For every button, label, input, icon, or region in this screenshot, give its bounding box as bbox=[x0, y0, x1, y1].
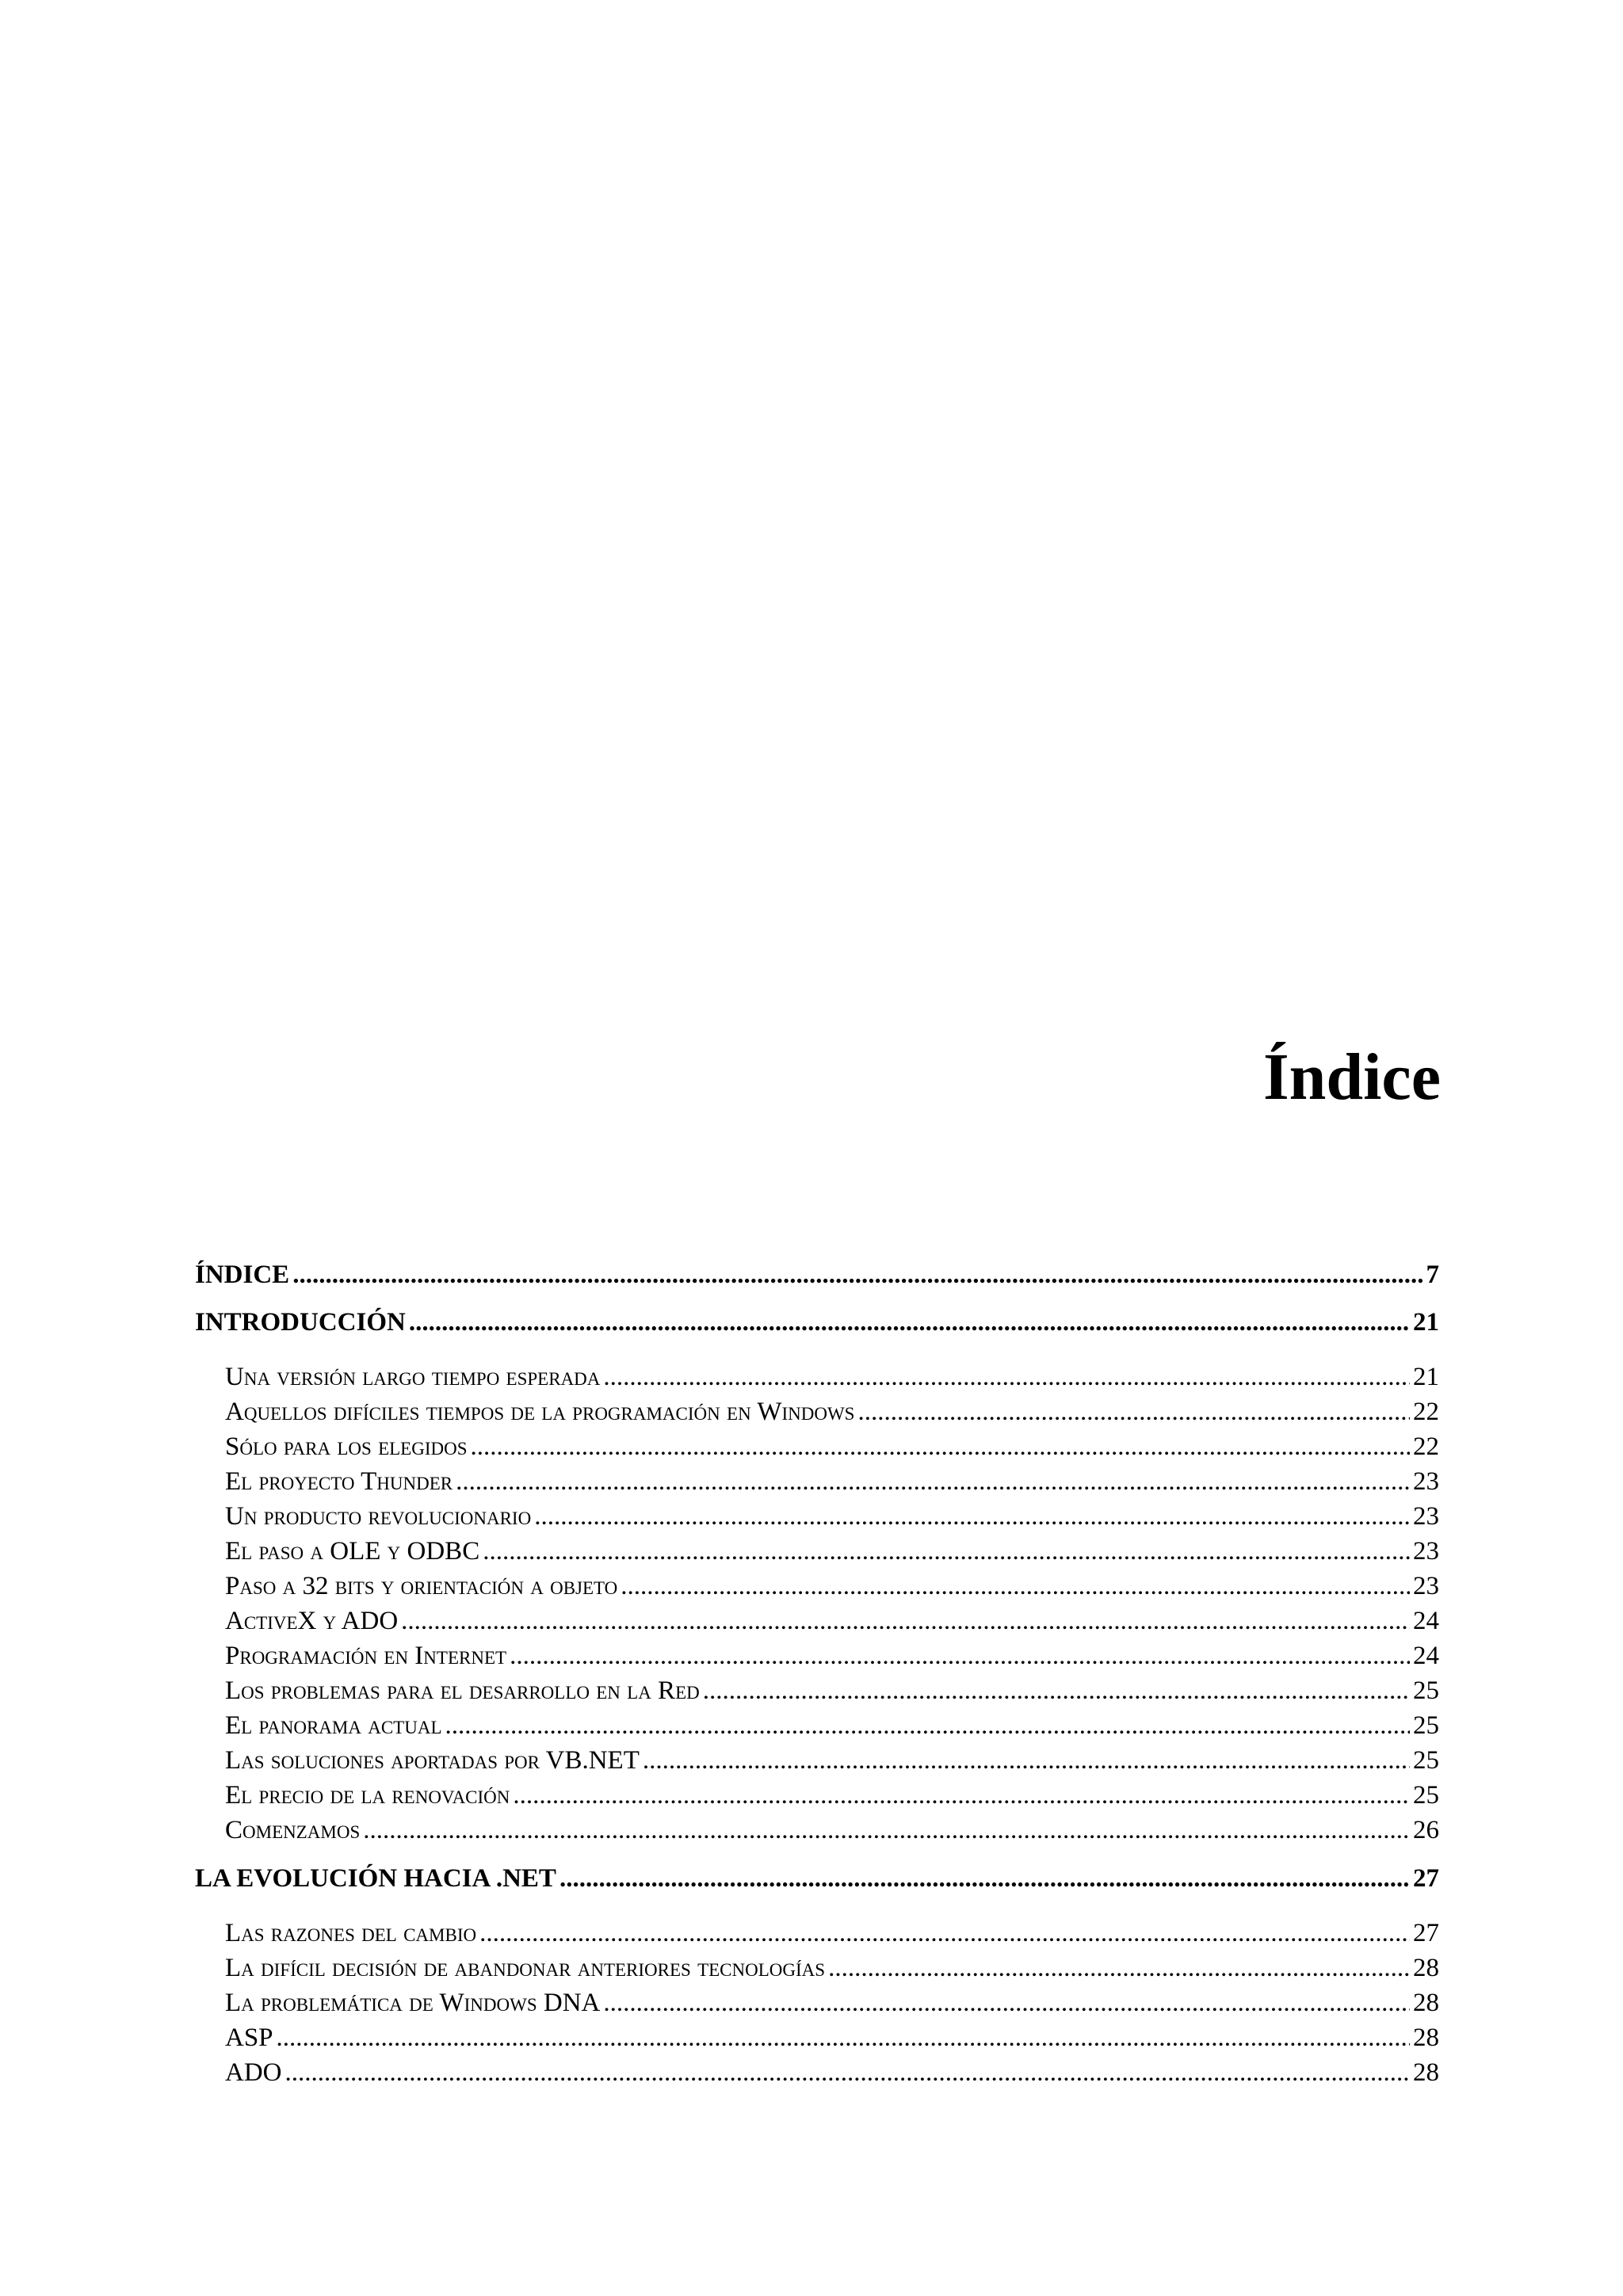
toc-entry-label: La difícil decisión de abandonar anteriores tecnologías bbox=[225, 1954, 826, 1982]
toc-leader-dots bbox=[401, 1604, 1410, 1638]
toc-leader-dots bbox=[285, 2055, 1411, 2090]
table-of-contents bbox=[195, 1258, 1439, 2090]
page-title: Índice bbox=[1262, 1040, 1441, 1114]
toc-page-number: 22 bbox=[1413, 1398, 1439, 1426]
toc-page-number: 21 bbox=[1413, 1308, 1439, 1337]
toc-leader-dots bbox=[479, 1916, 1410, 1951]
toc-entry-label: ASP bbox=[225, 2023, 273, 2052]
toc-leader-dots bbox=[559, 1862, 1410, 1895]
toc-section-entry[interactable] bbox=[195, 1985, 1439, 2020]
toc-entry-label: El precio de la renovación bbox=[225, 1781, 510, 1810]
toc-entry-label: El proyecto Thunder bbox=[225, 1467, 453, 1496]
toc-page-number: 25 bbox=[1413, 1746, 1439, 1775]
toc-section-entry[interactable] bbox=[195, 1464, 1439, 1499]
toc-page-number: 22 bbox=[1413, 1432, 1439, 1461]
toc-page-number: 25 bbox=[1413, 1711, 1439, 1740]
toc-leader-dots bbox=[483, 1534, 1410, 1569]
toc-page-number: 25 bbox=[1413, 1676, 1439, 1705]
toc-chapter-indice[interactable] bbox=[195, 1258, 1439, 1291]
toc-leader-dots bbox=[292, 1258, 1423, 1291]
toc-leader-dots bbox=[603, 1985, 1410, 2020]
toc-page-number: 28 bbox=[1413, 1989, 1439, 2017]
toc-entry-label: INTRODUCCIÓN bbox=[195, 1308, 406, 1337]
toc-page-number: 28 bbox=[1413, 2058, 1439, 2087]
toc-leader-dots bbox=[603, 1360, 1410, 1394]
toc-page-number: 28 bbox=[1413, 2023, 1439, 2052]
toc-page-number: 25 bbox=[1413, 1781, 1439, 1810]
toc-section-entry[interactable] bbox=[195, 1673, 1439, 1708]
toc-section-entry[interactable] bbox=[195, 1394, 1439, 1429]
toc-section-entry[interactable] bbox=[195, 1638, 1439, 1673]
toc-page-number: 23 bbox=[1413, 1502, 1439, 1531]
toc-entry-label: ActiveX y ADO bbox=[225, 1607, 399, 1635]
toc-page-number: 27 bbox=[1413, 1864, 1439, 1893]
toc-page-number: 28 bbox=[1413, 1954, 1439, 1982]
toc-section-entry[interactable] bbox=[195, 1951, 1439, 1985]
toc-page-number: 23 bbox=[1413, 1572, 1439, 1600]
toc-section-entry[interactable] bbox=[195, 2020, 1439, 2055]
toc-section-entry[interactable] bbox=[195, 1813, 1439, 1848]
toc-page-number: 24 bbox=[1413, 1642, 1439, 1670]
toc-page-number: 23 bbox=[1413, 1467, 1439, 1496]
toc-entry-label: Una versión largo tiempo esperada bbox=[225, 1363, 601, 1391]
toc-leader-dots bbox=[703, 1673, 1410, 1708]
toc-leader-dots bbox=[363, 1813, 1410, 1848]
toc-page-number: 7 bbox=[1426, 1261, 1439, 1289]
toc-chapter-introduccion[interactable] bbox=[195, 1306, 1439, 1339]
toc-page-number: 26 bbox=[1413, 1816, 1439, 1844]
toc-entry-label: La problemática de Windows DNA bbox=[225, 1989, 601, 2017]
toc-leader-dots bbox=[445, 1708, 1411, 1743]
toc-page-number: 27 bbox=[1413, 1919, 1439, 1947]
toc-page-number: 24 bbox=[1413, 1607, 1439, 1635]
toc-leader-dots bbox=[277, 2020, 1410, 2055]
toc-section-entry[interactable] bbox=[195, 1534, 1439, 1569]
toc-entry-label: ADO bbox=[225, 2058, 282, 2087]
toc-leader-dots bbox=[513, 1778, 1410, 1813]
toc-leader-dots bbox=[857, 1394, 1410, 1429]
toc-leader-dots bbox=[471, 1429, 1411, 1464]
toc-entry-label: LA EVOLUCIÓN HACIA .NET bbox=[195, 1864, 556, 1893]
toc-entry-label: ÍNDICE bbox=[195, 1261, 290, 1289]
toc-section-entry[interactable] bbox=[195, 1499, 1439, 1534]
toc-section-entry[interactable] bbox=[195, 1778, 1439, 1813]
toc-section-entry[interactable] bbox=[195, 1708, 1439, 1743]
toc-leader-dots bbox=[534, 1499, 1410, 1534]
toc-page-number: 23 bbox=[1413, 1537, 1439, 1566]
toc-section-entry[interactable] bbox=[195, 1743, 1439, 1778]
toc-leader-dots bbox=[621, 1569, 1410, 1604]
toc-leader-dots bbox=[456, 1464, 1410, 1499]
toc-entry-label: Un producto revolucionario bbox=[225, 1502, 532, 1531]
toc-leader-dots bbox=[510, 1638, 1410, 1673]
toc-page-number: 21 bbox=[1413, 1363, 1439, 1391]
toc-entry-label: Comenzamos bbox=[225, 1816, 361, 1844]
toc-entry-label: Aquellos difíciles tiempos de la programación en Windows bbox=[225, 1398, 855, 1426]
toc-section-entry[interactable] bbox=[195, 2055, 1439, 2090]
toc-entry-label: Las soluciones aportadas por VB.NET bbox=[225, 1746, 640, 1775]
toc-section-entry[interactable] bbox=[195, 1604, 1439, 1638]
toc-section-entry[interactable] bbox=[195, 1429, 1439, 1464]
toc-entry-label: El paso a OLE y ODBC bbox=[225, 1537, 480, 1566]
toc-leader-dots bbox=[409, 1306, 1410, 1339]
toc-entry-label: Paso a 32 bits y orientación a objeto bbox=[225, 1572, 618, 1600]
toc-section-entry[interactable] bbox=[195, 1916, 1439, 1951]
toc-section-entry[interactable] bbox=[195, 1360, 1439, 1394]
toc-entry-label: Las razones del cambio bbox=[225, 1919, 477, 1947]
toc-entry-label: El panorama actual bbox=[225, 1711, 442, 1740]
toc-leader-dots bbox=[828, 1951, 1410, 1985]
toc-leader-dots bbox=[643, 1743, 1410, 1778]
toc-entry-label: Programación en Internet bbox=[225, 1642, 507, 1670]
toc-section-entry[interactable] bbox=[195, 1569, 1439, 1604]
toc-chapter-evolucion-net[interactable] bbox=[195, 1862, 1439, 1895]
toc-entry-label: Los problemas para el desarrollo en la Red bbox=[225, 1676, 700, 1705]
toc-entry-label: Sólo para los elegidos bbox=[225, 1432, 468, 1461]
